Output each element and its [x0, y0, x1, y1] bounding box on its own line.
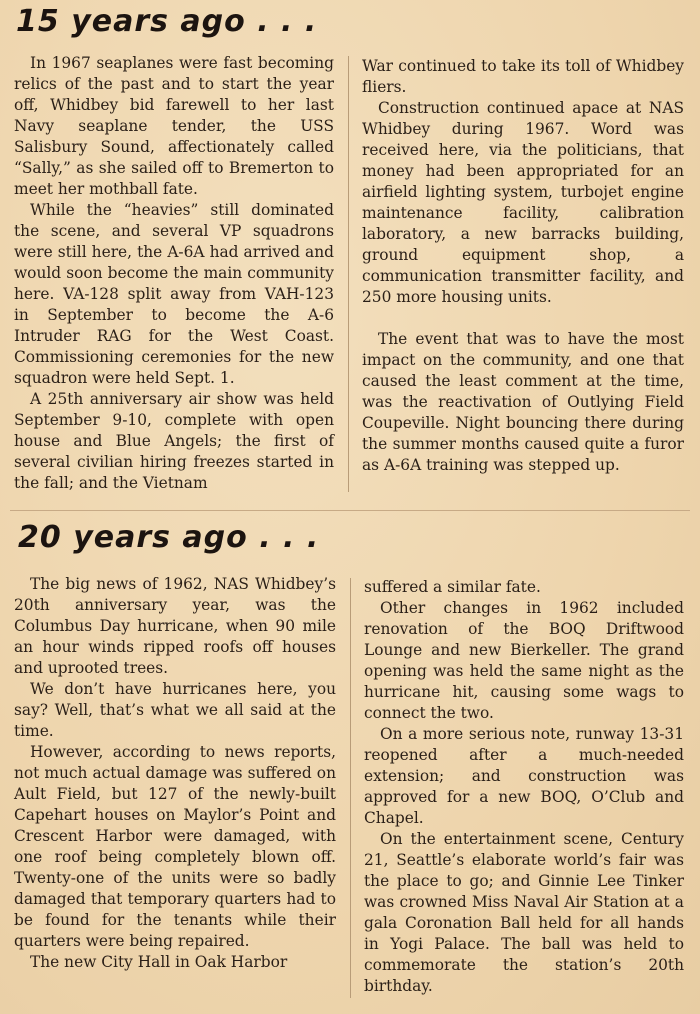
section-15-left-column: [14, 53, 334, 494]
column-divider: [348, 56, 349, 492]
section-divider: [10, 510, 690, 511]
article-paragraph: suffered a similar fate.: [364, 578, 541, 596]
article-paragraph: While the “heavies” still dominated the scene, and several VP squadrons were still here, the A-6A had arrived and would soon become the main community here. VA-128 split away from VAH-123 in September to become the A-6 Intruder RAG for the West Coast. Commissioning ceremonies for the new squadron were held Sept. 1.: [14, 201, 334, 387]
article-paragraph: On the entertainment scene, Century 21, Seattle’s elaborate world’s fair was the place to go; and Ginnie Lee Tinker was crowned Miss Naval Air Station at a gala Coronation Ball held for all hands in Yogi Palace. The ball was held to commemorate the station’s 20th birthday.: [364, 830, 684, 995]
article-paragraph: We don’t have hurricanes here, you say? Well, that’s what we all said at the time.: [14, 680, 336, 740]
article-paragraph: War continued to take its toll of Whidbey fliers.: [362, 57, 684, 96]
article-paragraph: The new City Hall in Oak Harbor: [30, 953, 288, 971]
article-paragraph: The event that was to have the most impact on the community, and one that caused the least comment at the time, was the reactivation of Outlying Field Coupeville. Night bouncing there during the summer months caused quite a furor as A-6A training was stepped up.: [362, 330, 684, 474]
section-15-heading: 15 years ago . . .: [16, 4, 318, 39]
section-15-right-column: [362, 56, 684, 476]
section-20-heading: 20 years ago . . .: [18, 520, 320, 555]
section-20-left-column: [14, 574, 336, 973]
article-paragraph: In 1967 seaplanes were fast becoming relics of the past and to start the year off, Whidbey bid farewell to her last Navy seaplane tender, the USS Salisbury Sound, affectionately called “Sally,” as she sailed off to Bremerton to meet her mothball fate.: [14, 54, 334, 198]
article-paragraph: Construction continued apace at NAS Whidbey during 1967. Word was received here, via the politicians, that money had been appropriated for an airfield lighting system, turbojet engine maintenance facility, calibration laboratory, a new barracks building, ground equipment shop, a communication transmitter facility, and 250 more housing units.: [362, 99, 684, 306]
article-paragraph: On a more serious note, runway 13-31 reopened after a much-needed extension; and construction was approved for a new BOQ, O’Club and Chapel.: [364, 725, 684, 827]
section-20-right-column: [364, 577, 684, 997]
article-paragraph: Other changes in 1962 included renovation of the BOQ Driftwood Lounge and new Bierkeller. The grand opening was held the same night as the hurricane hit, causing some wags to connect the two.: [364, 599, 684, 722]
column-divider: [350, 578, 351, 998]
article-paragraph: However, according to news reports, not much actual damage was suffered on Ault Field, but 127 of the newly-built Capehart houses on Maylor’s Point and Crescent Harbor were damaged, with one roof being completely blown off. Twenty-one of the units were so badly damaged that temporary quarters had to be found for the tenants while their quarters were being repaired.: [14, 743, 336, 950]
article-paragraph: The big news of 1962, NAS Whidbey’s 20th anniversary year, was the Columbus Day hurricane, when 90 mile an hour winds ripped roofs off houses and uprooted trees.: [14, 575, 336, 677]
article-paragraph: A 25th anniversary air show was held September 9-10, complete with open house and Blue Angels; the first of several civilian hiring freezes started in the fall; and the Vietnam: [14, 390, 334, 492]
